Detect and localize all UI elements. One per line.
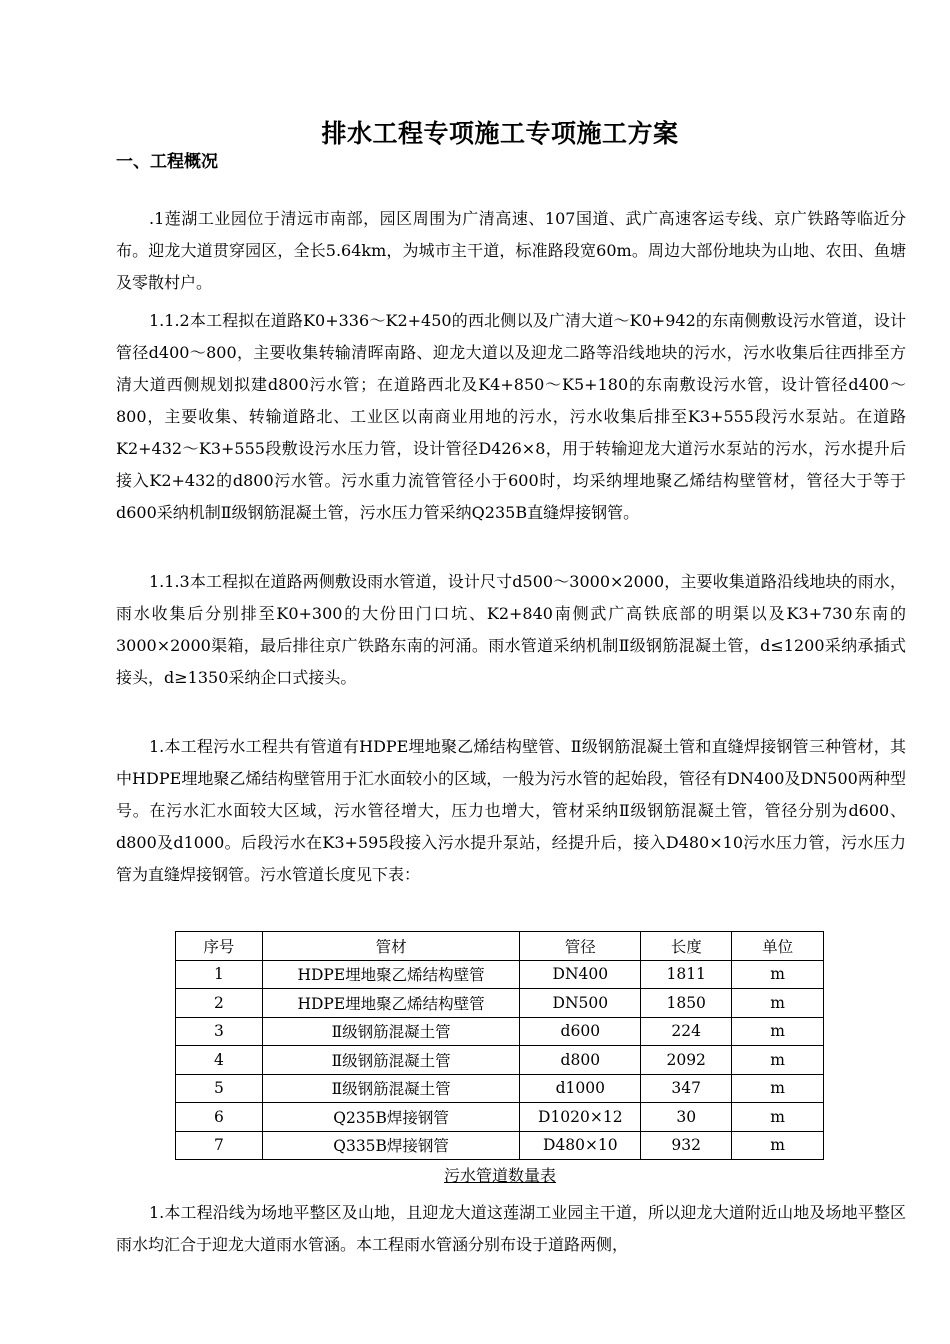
cell-index: 5 bbox=[176, 1074, 263, 1103]
cell-length: 1850 bbox=[641, 989, 732, 1018]
cell-diameter: d600 bbox=[520, 1017, 641, 1046]
paragraph-sewage-pipes: 1.本工程污水工程共有管道有HDPE埋地聚乙烯结构壁管、Ⅱ级钢筋混凝土管和直缝焊接钢管三种管材，其中HDPE埋地聚乙烯结构壁管用于汇水面较小的区域，一般为污水管的起始段，管径有DN400及DN500两种型号。在污水汇水面较大区域，污水管径增大，压力也增大，管材采纳Ⅱ级钢筋混凝土管，管径分别为d600、d800及d1000。后段污水在K3+595段接入污水提升泵站，经提升后，接入D480×10污水压力管，污水压力管为直缝焊接钢管。污水管道长度见下表： bbox=[116, 737, 906, 884]
table-row bbox=[176, 1103, 824, 1132]
cell-index: 7 bbox=[176, 1131, 263, 1160]
cell-diameter: d800 bbox=[520, 1046, 641, 1075]
cell-unit: m bbox=[732, 1074, 824, 1103]
cell-index: 2 bbox=[176, 989, 263, 1018]
section-heading-overview: 一、工程概况 bbox=[116, 152, 218, 172]
cell-length: 2092 bbox=[641, 1046, 732, 1075]
cell-unit: m bbox=[732, 1131, 824, 1160]
header-unit: 单位 bbox=[732, 932, 824, 961]
table-header-row bbox=[176, 932, 824, 961]
cell-length: 1811 bbox=[641, 960, 732, 989]
table-row bbox=[176, 1046, 824, 1075]
cell-length: 224 bbox=[641, 1017, 732, 1046]
cell-diameter: d1000 bbox=[520, 1074, 641, 1103]
cell-unit: m bbox=[732, 1046, 824, 1075]
cell-unit: m bbox=[732, 1103, 824, 1132]
table-caption: 污水管道数量表 bbox=[443, 1166, 556, 1185]
cell-length: 347 bbox=[641, 1074, 732, 1103]
table-row bbox=[176, 989, 824, 1018]
header-diameter: 管径 bbox=[520, 932, 641, 961]
sewage-pipe-table bbox=[175, 931, 824, 1160]
cell-diameter: DN400 bbox=[520, 960, 641, 989]
cell-material: Ⅱ级钢筋混凝土管 bbox=[262, 1074, 520, 1103]
cell-material: Q235B焊接钢管 bbox=[262, 1103, 520, 1132]
cell-unit: m bbox=[732, 1017, 824, 1046]
cell-unit: m bbox=[732, 960, 824, 989]
document-title: 排水工程专项施工专项施工方案 bbox=[321, 119, 679, 148]
cell-material: Ⅱ级钢筋混凝土管 bbox=[262, 1017, 520, 1046]
cell-length: 932 bbox=[641, 1131, 732, 1160]
cell-diameter: DN500 bbox=[520, 989, 641, 1018]
cell-material: HDPE埋地聚乙烯结构壁管 bbox=[262, 989, 520, 1018]
paragraph-1-1-3: 1.1.3本工程拟在道路两侧敷设雨水管道，设计尺寸d500～3000×2000，主要收集道路沿线地块的雨水，雨水收集后分别排至K0+300的大份田门口坑、K2+840南侧武广高铁底部的明渠以及K3+730东南的3000×2000渠箱，最后排往京广铁路东南的河涌。雨水管道采纳机制Ⅱ级钢筋混凝土管，d≤1200采纳承插式接头，d≥1350采纳企口式接头。 bbox=[116, 572, 906, 687]
paragraph-1-1-1: .1莲湖工业园位于清远市南部，园区周围为广清高速、107国道、武广高速客运专线、京广铁路等临近分布。迎龙大道贯穿园区，全长5.64km，为城市主干道，标准路段宽60m。周边大部份地块为山地、农田、鱼塘及零散村户。 bbox=[116, 209, 906, 292]
cell-index: 6 bbox=[176, 1103, 263, 1132]
cell-index: 1 bbox=[176, 960, 263, 989]
header-length: 长度 bbox=[641, 932, 732, 961]
table-row bbox=[176, 1074, 824, 1103]
header-material: 管材 bbox=[262, 932, 520, 961]
table-row bbox=[176, 960, 824, 989]
header-index: 序号 bbox=[176, 932, 263, 961]
cell-index: 3 bbox=[176, 1017, 263, 1046]
cell-diameter: D1020×12 bbox=[520, 1103, 641, 1132]
table-row bbox=[176, 1131, 824, 1160]
cell-unit: m bbox=[732, 989, 824, 1018]
table-row bbox=[176, 1017, 824, 1046]
cell-material: Ⅱ级钢筋混凝土管 bbox=[262, 1046, 520, 1075]
cell-length: 30 bbox=[641, 1103, 732, 1132]
cell-diameter: D480×10 bbox=[520, 1131, 641, 1160]
cell-material: HDPE埋地聚乙烯结构壁管 bbox=[262, 960, 520, 989]
paragraph-1-1-2: 1.1.2本工程拟在道路K0+336～K2+450的西北侧以及广清大道～K0+942的东南侧敷设污水管道，设计管径d400～800，主要收集转输清晖南路、迎龙大道以及迎龙二路等沿线地块的污水，污水收集后往西排至方清大道西侧规划拟建d800污水管；在道路西北及K4+850～K5+180的东南敷设污水管，设计管径d400～800，主要收集、转输道路北、工业区以南商业用地的污水，污水收集后排至K3+555段污水泵站。在道路K2+432～K3+555段敷设污水压力管，设计管径D426×8，用于转输迎龙大道污水泵站的污水，污水提升后接入K2+432的d800污水管。污水重力流管管径小于600时，均采纳埋地聚乙烯结构壁管材，管径大于等于d600采纳机制Ⅱ级钢筋混凝土管，污水压力管采纳Q235B直缝焊接钢管。 bbox=[116, 311, 906, 522]
cell-index: 4 bbox=[176, 1046, 263, 1075]
paragraph-rainwater: 1.本工程沿线为场地平整区及山地，且迎龙大道这莲湖工业园主干道，所以迎龙大道附近山地及场地平整区雨水均汇合于迎龙大道雨水管涵。本工程雨水管涵分别布设于道路两侧， bbox=[116, 1203, 906, 1254]
cell-material: Q335B焊接钢管 bbox=[262, 1131, 520, 1160]
